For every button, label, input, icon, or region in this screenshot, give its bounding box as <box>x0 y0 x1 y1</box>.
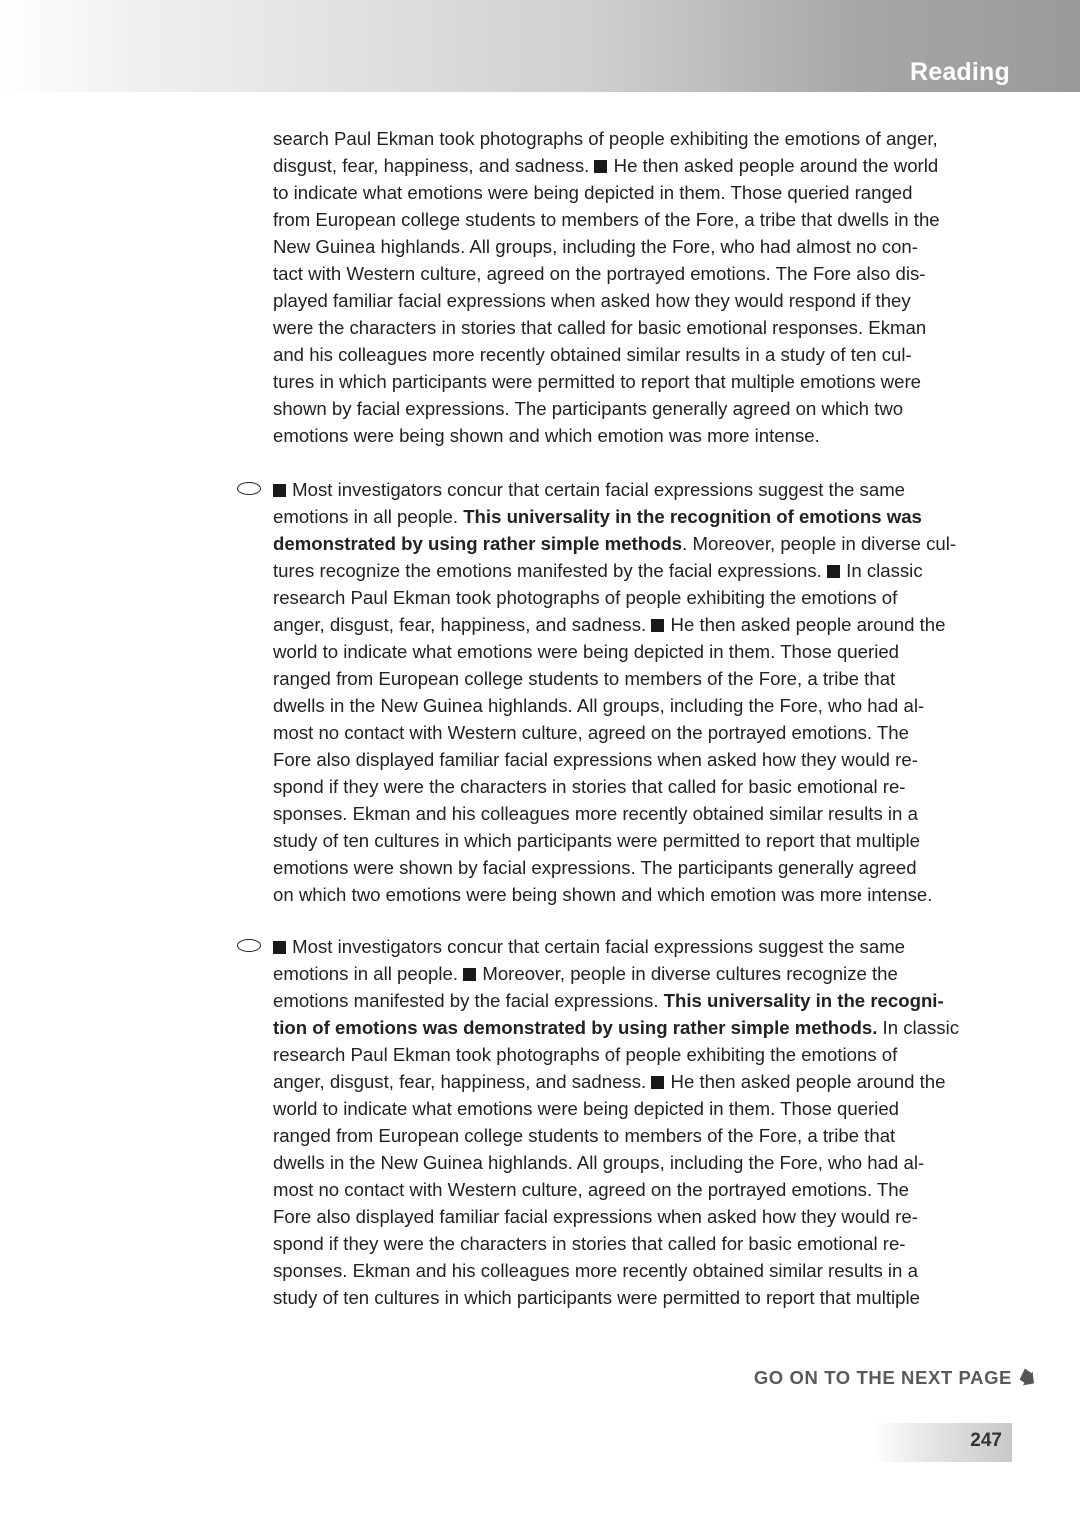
text-line <box>273 854 1018 881</box>
text-run: spond if they were the characters in stories that called for basic emotional re- <box>273 776 906 797</box>
text-line <box>273 881 1018 908</box>
text-run: sponses. Ekman and his colleagues more recently obtained similar results in a <box>273 1260 918 1281</box>
text-run: search Paul Ekman took photographs of people exhibiting the emotions of anger, <box>273 128 938 149</box>
text-line <box>273 1095 1018 1122</box>
text-run: dwells in the New Guinea highlands. All groups, including the Fore, who had al- <box>273 1152 925 1173</box>
text-line <box>273 1014 1018 1041</box>
text-run: emotions manifested by the facial expressions. <box>273 990 664 1011</box>
text-line <box>273 314 1018 341</box>
text-line <box>273 287 1018 314</box>
text-run: most no contact with Western culture, agreed on the portrayed emotions. The <box>273 722 909 743</box>
bold-sentence: tion of emotions was demonstrated by using rather simple methods. <box>273 1017 878 1038</box>
page-number: 247 <box>970 1430 1002 1451</box>
text-run: In classic <box>877 1017 960 1038</box>
insert-square-icon <box>273 941 286 954</box>
text-line <box>273 503 1018 530</box>
text-run: on which two emotions were being shown and which emotion was more intense. <box>273 884 933 905</box>
text-line <box>273 1041 1018 1068</box>
text-line <box>273 960 1018 987</box>
arrow-down-right-icon <box>1018 1368 1038 1388</box>
text-line <box>273 1122 1018 1149</box>
text-line <box>273 719 1018 746</box>
answer-option-2-radio[interactable] <box>237 939 261 952</box>
text-run: tures recognize the emotions manifested by the facial expressions. <box>273 560 827 581</box>
insert-square-icon <box>463 968 476 981</box>
text-run: research Paul Ekman took photographs of people exhibiting the emotions of <box>273 587 898 608</box>
text-run: emotions in all people. <box>273 963 464 984</box>
text-line <box>273 368 1018 395</box>
text-run: anger, disgust, fear, happiness, and sadness. <box>273 614 652 635</box>
text-line <box>273 422 1018 449</box>
answer-option-1-radio[interactable] <box>237 482 261 495</box>
text-run: . Moreover, people in diverse cul- <box>682 533 957 554</box>
text-run: tact with Western culture, agreed on the portrayed emotions. The Fore also dis- <box>273 263 926 284</box>
text-run: Fore also displayed familiar facial expressions when asked how they would re- <box>273 1206 918 1227</box>
text-run: Fore also displayed familiar facial expressions when asked how they would re- <box>273 749 918 770</box>
answer-option-2-text[interactable] <box>273 933 1018 1311</box>
insert-square-icon <box>651 1076 664 1089</box>
bold-sentence: This universality in the recognition of emotions was <box>463 506 922 527</box>
text-run: tures in which participants were permitted to report that multiple emotions were <box>273 371 921 392</box>
text-line <box>273 557 1018 584</box>
text-run: He then asked people around the <box>665 1071 946 1092</box>
text-line <box>273 1257 1018 1284</box>
text-line <box>273 827 1018 854</box>
text-run: He then asked people around the world <box>608 155 939 176</box>
text-run: In classic <box>840 560 923 581</box>
text-line <box>273 395 1018 422</box>
text-run: world to indicate what emotions were being depicted in them. Those queried <box>273 1098 900 1119</box>
text-run: world to indicate what emotions were being depicted in them. Those queried <box>273 641 900 662</box>
text-line <box>273 773 1018 800</box>
header-band <box>0 0 1080 92</box>
text-line <box>273 260 1018 287</box>
bold-sentence: This universality in the recogni- <box>663 990 944 1011</box>
text-run: emotions were being shown and which emotion was more intense. <box>273 425 820 446</box>
text-run: He then asked people around the <box>665 614 946 635</box>
text-run: were the characters in stories that called for basic emotional responses. Ekman <box>273 317 927 338</box>
text-line <box>273 206 1018 233</box>
text-run: ranged from European college students to members of the Fore, a tribe that <box>273 1125 896 1146</box>
insert-square-icon <box>273 484 286 497</box>
text-line <box>273 530 1018 557</box>
insert-square-icon <box>594 160 607 173</box>
text-run: most no contact with Western culture, agreed on the portrayed emotions. The <box>273 1179 909 1200</box>
text-run: Most investigators concur that certain facial expressions suggest the same <box>287 479 906 500</box>
text-line <box>273 1068 1018 1095</box>
text-run: emotions were shown by facial expressions. The participants generally agreed <box>273 857 917 878</box>
text-line <box>273 1176 1018 1203</box>
text-line <box>273 584 1018 611</box>
page-number-box <box>872 1423 1012 1462</box>
text-line <box>273 933 1018 960</box>
text-run: New Guinea highlands. All groups, including the Fore, who had almost no con- <box>273 236 918 257</box>
text-run: sponses. Ekman and his colleagues more recently obtained similar results in a <box>273 803 918 824</box>
insert-square-icon <box>651 619 664 632</box>
text-line <box>273 987 1018 1014</box>
text-run: and his colleagues more recently obtained similar results in a study of ten cul- <box>273 344 912 365</box>
text-line <box>273 1203 1018 1230</box>
answer-option-1-text[interactable] <box>273 476 1018 908</box>
bold-sentence: demonstrated by using rather simple methods <box>273 533 683 554</box>
text-line <box>273 233 1018 260</box>
text-line <box>273 1230 1018 1257</box>
text-run: played familiar facial expressions when asked how they would respond if they <box>273 290 911 311</box>
section-title: Reading <box>909 58 1010 86</box>
go-on-label: GO ON TO THE NEXT PAGE <box>753 1367 1012 1388</box>
text-run: emotions in all people. <box>273 506 464 527</box>
text-line <box>273 611 1018 638</box>
text-line <box>273 179 1018 206</box>
text-run: ranged from European college students to members of the Fore, a tribe that <box>273 668 896 689</box>
text-run: disgust, fear, happiness, and sadness. <box>273 155 595 176</box>
text-line <box>273 341 1018 368</box>
text-line <box>273 476 1018 503</box>
text-run: shown by facial expressions. The participants generally agreed on which two <box>273 398 904 419</box>
text-line <box>273 800 1018 827</box>
text-line <box>273 1149 1018 1176</box>
text-line <box>273 746 1018 773</box>
text-run: Moreover, people in diverse cultures recognize the <box>477 963 898 984</box>
text-run: to indicate what emotions were being depicted in them. Those queried ranged <box>273 182 913 203</box>
passage-top <box>273 125 1018 449</box>
text-line <box>273 1284 1018 1311</box>
text-line <box>273 665 1018 692</box>
text-line <box>273 692 1018 719</box>
text-run: from European college students to members of the Fore, a tribe that dwells in the <box>273 209 940 230</box>
go-on-next-page <box>754 1367 1038 1389</box>
text-run: dwells in the New Guinea highlands. All groups, including the Fore, who had al- <box>273 695 925 716</box>
text-run: Most investigators concur that certain facial expressions suggest the same <box>287 936 906 957</box>
text-run: research Paul Ekman took photographs of people exhibiting the emotions of <box>273 1044 898 1065</box>
text-run: study of ten cultures in which participants were permitted to report that multiple <box>273 830 920 851</box>
insert-square-icon <box>827 565 840 578</box>
text-line <box>273 638 1018 665</box>
text-line <box>273 152 1018 179</box>
text-run: study of ten cultures in which participants were permitted to report that multiple <box>273 1287 920 1308</box>
text-line <box>273 125 1018 152</box>
text-run: spond if they were the characters in stories that called for basic emotional re- <box>273 1233 906 1254</box>
text-run: anger, disgust, fear, happiness, and sadness. <box>273 1071 652 1092</box>
